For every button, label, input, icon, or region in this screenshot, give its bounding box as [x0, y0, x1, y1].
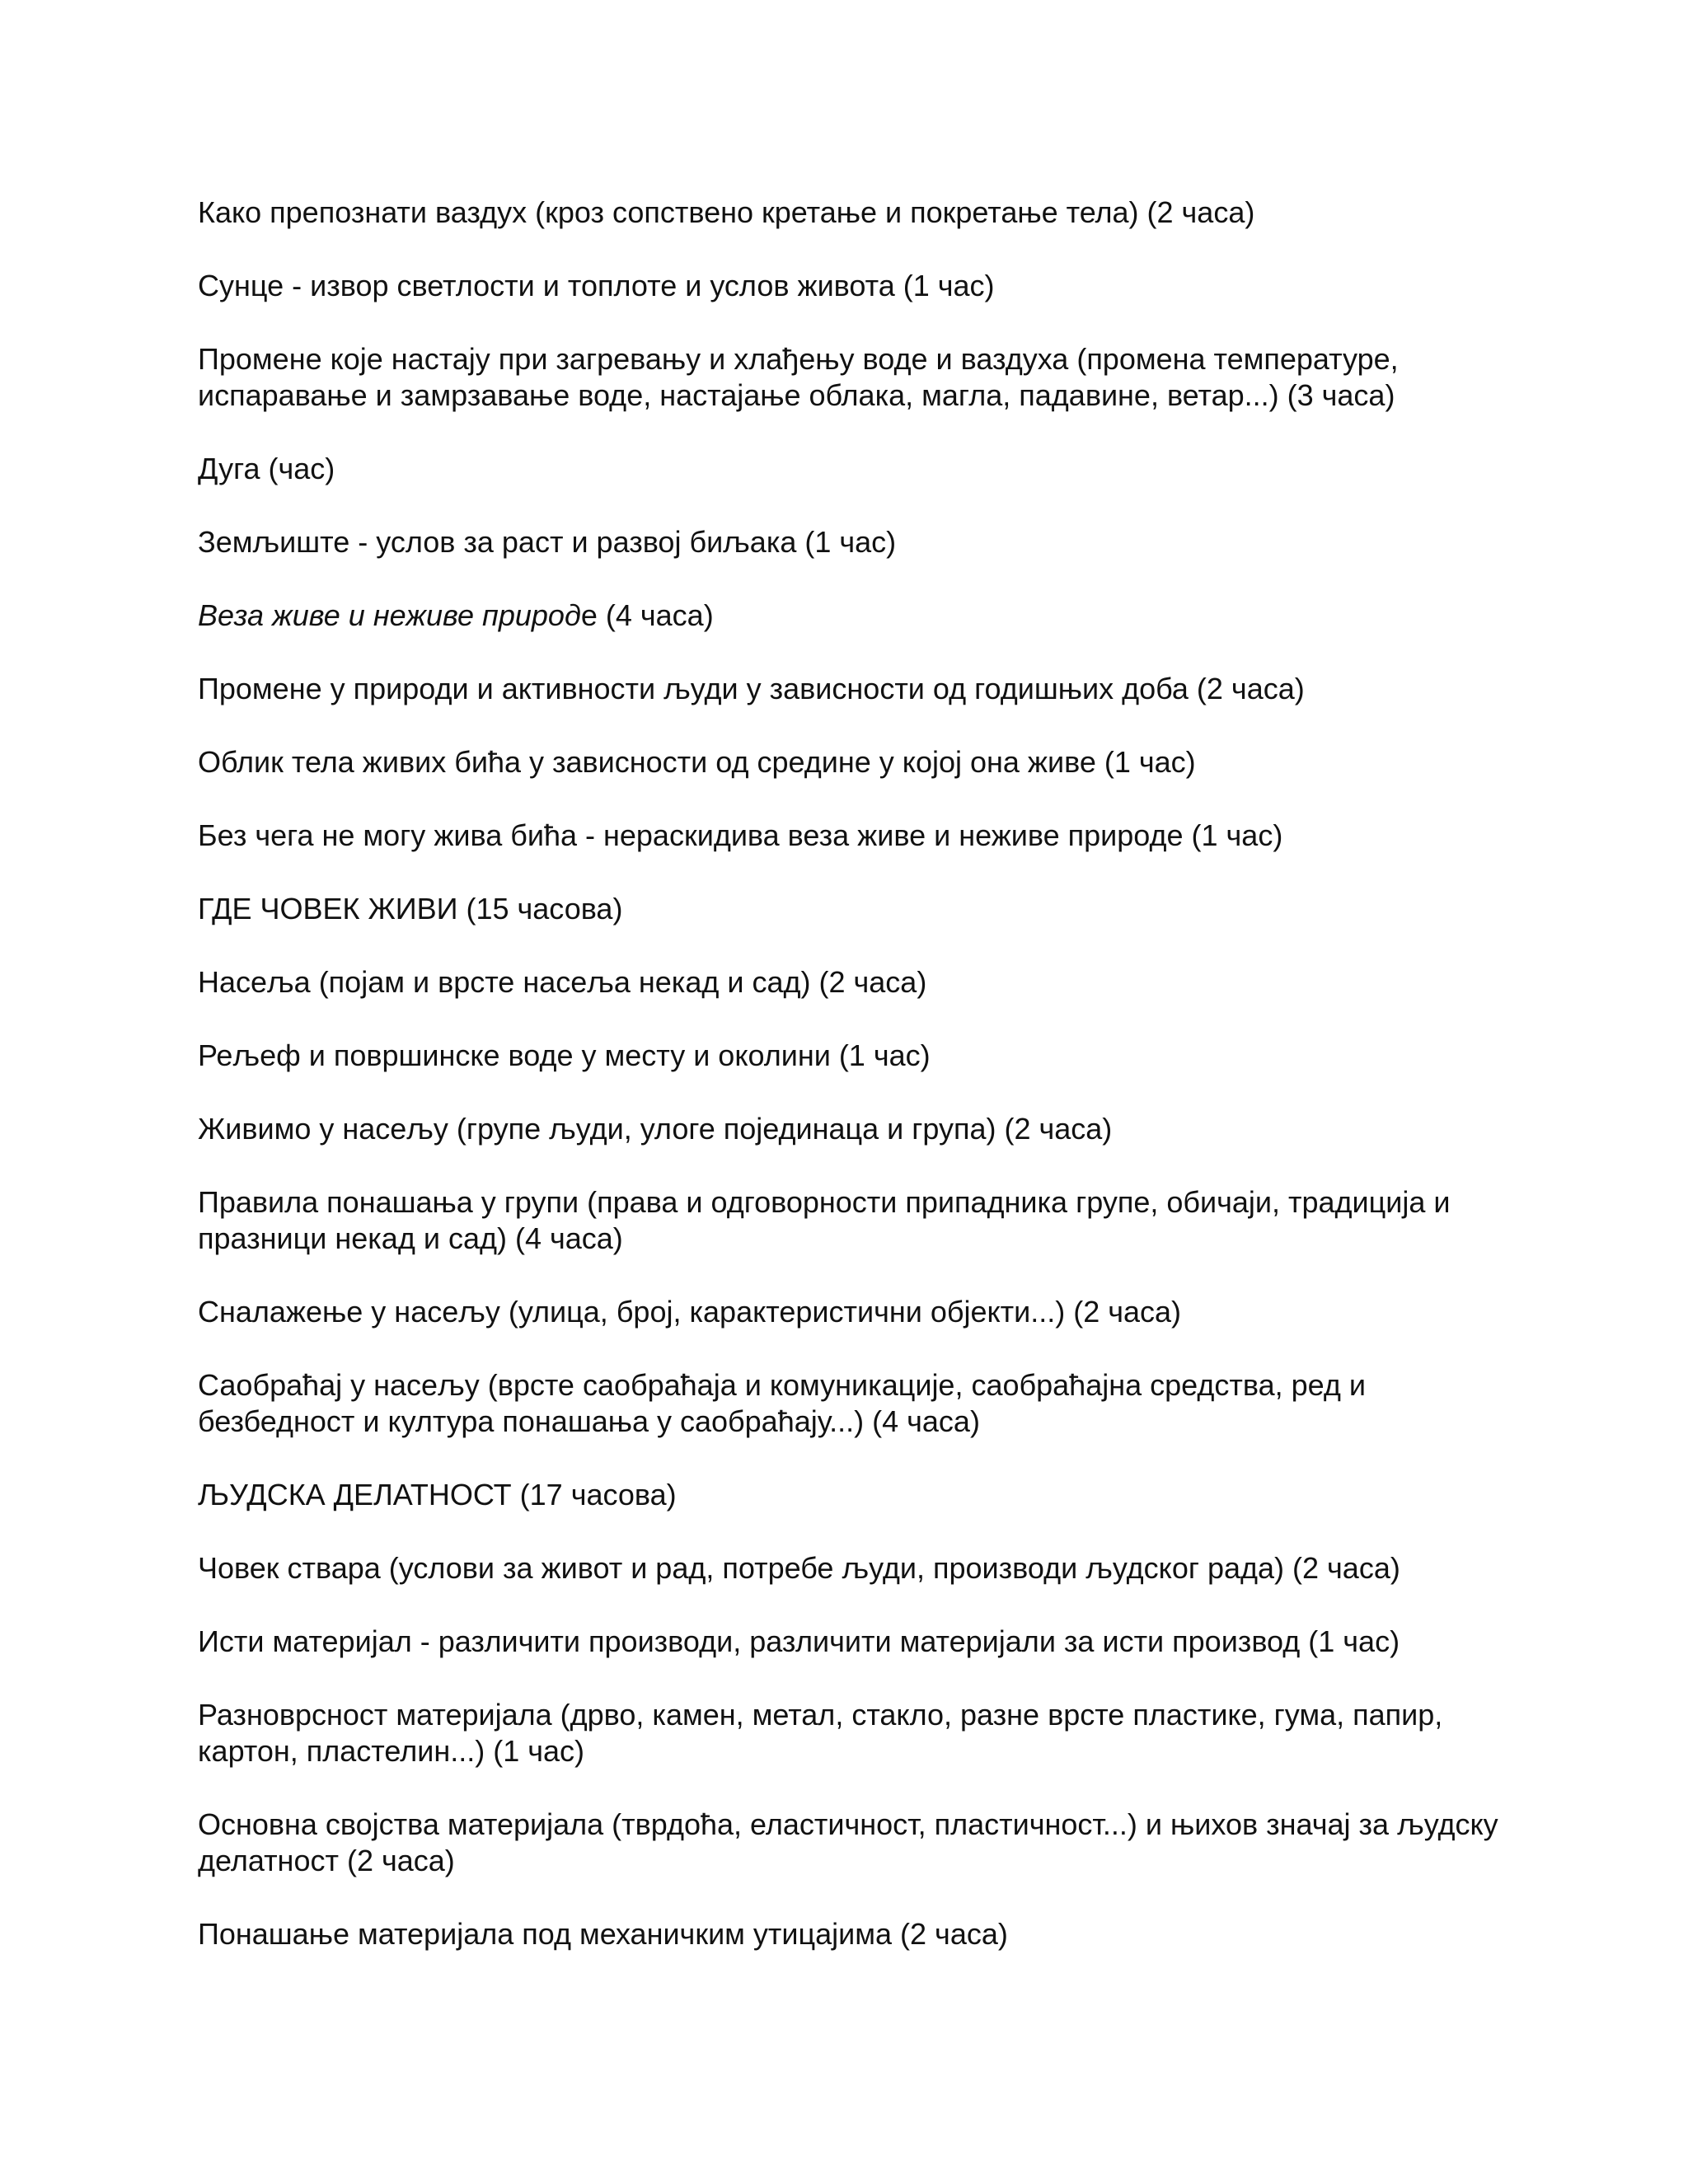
paragraph-relief-waters: Рељеф и површинске воде у месту и околини (1 час) [198, 1038, 931, 1072]
paragraph-living-in-settlement: Живимо у насељу (групе људи, улоге појединаца и група) (2 часа) [198, 1112, 1113, 1146]
paragraph-seasons: Промене у природи и активности људи у зависности од годишњих доба (2 часа) [198, 672, 1305, 705]
section-heading-human-activity: ЉУДСКА ДЕЛАТНОСТ (17 часова) [198, 1478, 677, 1511]
paragraph-living-beings-needs: Без чега не могу жива бића - нераскидива веза живе и неживе природе (1 час) [198, 818, 1283, 852]
paragraph-recognize-air: Како препознати ваздух (кроз сопствено кретање и покретање тела) (2 часа) [198, 195, 1255, 229]
paragraph-sun: Сунце - извор светлости и топлоте и услов живота (1 час) [198, 269, 995, 302]
paragraph-soil: Земљиште - услов за раст и развој биљака (1 час) [198, 525, 897, 559]
paragraph-material-variety: Разноврсност материјала (дрво, камен, метал, стакло, разне врсте пластике, гума, папир, картон, пластелин...) (1 час) [198, 1698, 1443, 1768]
paragraph-mechanical-behavior: Понашање материјала под механичким утицајима (2 часа) [198, 1917, 1008, 1951]
paragraph-group-rules: Правила понашања у групи (права и одговорности припадника групе, обичаји, традиција и празници некад и сад) (4 часа) [198, 1185, 1451, 1255]
section-heading-where-man-lives: ГДЕ ЧОВЕК ЖИВИ (15 часова) [198, 892, 623, 926]
paragraph-settlements: Насеља (појам и врсте насеља некад и сад) (2 часа) [198, 965, 927, 999]
paragraph-rainbow: Дуга (час) [198, 452, 335, 485]
paragraph-man-creates: Човек ствара (услови за живот и рад, потребе људи, производи људског рада) (2 часа) [198, 1551, 1400, 1585]
paragraph-traffic: Саобраћај у насељу (врсте саобраћаја и комуникације, саобраћајна средства, ред и безбедност и култура понашања у саобраћају...) (4 часа) [198, 1368, 1366, 1438]
paragraph-orientation: Сналажење у насељу (улица, број, карактеристични објекти...) (2 часа) [198, 1295, 1182, 1329]
italic-topic-title: Веза живе и неживе природ [198, 598, 581, 632]
paragraph-material-properties: Основна својства материјала (тврдоћа, еластичност, пластичност...) и њихов значај за људску делатност (2 часа) [198, 1807, 1498, 1877]
paragraph-water-air-changes: Промене које настају при загревању и хлађењу воде и ваздуха (промена температуре, испаравање и замрзавање воде, настајање облака, магла, падавине, ветар...) (3 часа) [198, 342, 1399, 412]
paragraph-living-nonliving-link [198, 598, 1517, 634]
topic-hours: е (4 часа) [580, 598, 714, 632]
paragraph-body-shape: Облик тела живих бића у зависности од средине у којој она живе (1 час) [198, 745, 1196, 779]
paragraph-same-material: Исти материјал - различити производи, различити материјали за исти производ (1 час) [198, 1624, 1400, 1658]
document-body [198, 194, 1517, 1990]
